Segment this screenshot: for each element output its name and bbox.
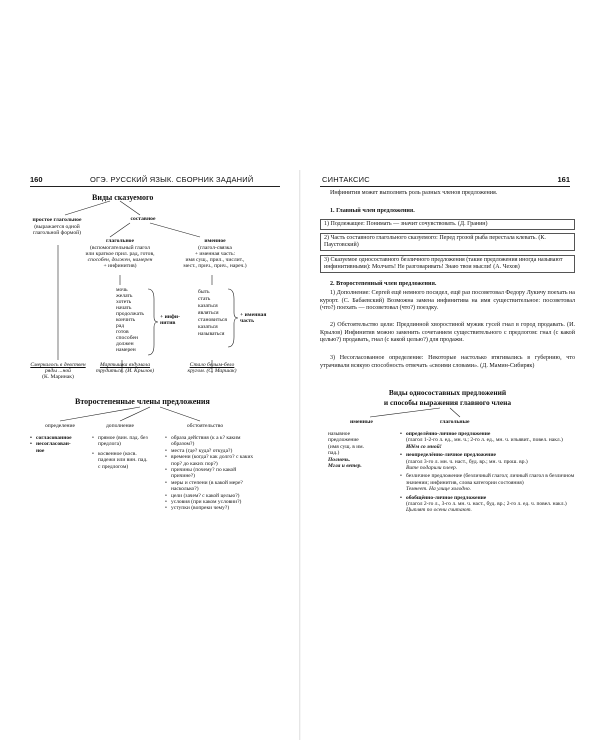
copula-word: являться	[198, 310, 219, 316]
copula-word: называться	[198, 331, 225, 337]
aux-word: готов	[116, 329, 129, 335]
nominal-note-2: + именная часть:	[194, 251, 236, 257]
aux-word: желать	[116, 293, 133, 299]
nominal-note-4: мест., прич., прич., нареч.)	[183, 263, 247, 269]
verbal-note-4: + инфинитив)	[103, 263, 137, 269]
right-page	[300, 175, 600, 735]
list-item: • определённо-личное предложение	[400, 431, 575, 437]
left-page	[0, 175, 300, 735]
section-2-heading: 2. Второстепенный член предложения.	[330, 281, 437, 287]
copula-plus-nominal: + именная часть	[240, 312, 267, 325]
col-object	[92, 435, 150, 470]
col-object-head: дополнение	[105, 423, 135, 429]
col-attribute-head: определение	[44, 423, 76, 429]
running-title: СИНТАКСИС	[322, 175, 370, 184]
one-member-title-2: и способы выражения главного члена	[383, 398, 512, 407]
aux-word: начать	[116, 305, 132, 311]
aux-word: должен	[116, 341, 134, 347]
aux-word: хотеть	[116, 299, 132, 305]
one-member-title-1: Виды односоставных предложений	[388, 388, 507, 397]
verbal-predicate: глагольное	[106, 238, 134, 244]
aux-word: мочь	[116, 287, 128, 293]
example-box-1: 1) Подлежащее: Понимать — значит сочувствовать. (Д. Гранин)	[320, 219, 575, 230]
example-simple-2: ряды ...ной	[45, 368, 71, 374]
verbal-block: • определённо-личное предложение (глагол 1-2-го л. ед., мн. ч.; 2-го л. ед., мн. ч. изъявит., повел. накл.) Идём со мной! • неопределённо-личное предложение (глагол 3-го л. мн. ч. наст., буд. вр.; мн. ч. прош. вр.) Вите подарили плеер. • безличное предложение (безличный глагол; личный глагол в безличном значении; инфинитив, слова категории состояния) Темнеет. На улице холодно. • обобщённо-личное предложение (глагол 2-го л., 3-го л. мн. ч. наст., буд. вр.; 2-го л. ед. ч. повел. накл.) Цыплят по осени считают.	[400, 431, 575, 514]
simple-note-1: (выражается одной	[34, 224, 80, 230]
col-adverbial	[165, 435, 255, 512]
aux-word: намерен	[116, 347, 136, 353]
intro-paragraph: Инфинитив может выполнять роль разных членов предложения.	[330, 190, 498, 196]
copula-word: казаться	[198, 324, 218, 330]
col-attribute	[30, 435, 90, 454]
simple-predicate: простое глагольное	[32, 217, 82, 223]
example-verbal-1: Мартышка вздумала	[99, 362, 151, 368]
copula-word: стать	[198, 296, 211, 302]
simple-note-2: глагольной формой)	[32, 230, 81, 236]
list-item: • неопределённо-личное предложение	[400, 452, 575, 458]
list-item: • безличное предложение (безличный глагол; личный глагол в безличном значении; инфинитив, слова категории состояния)	[400, 473, 575, 486]
example-simple-1: Смеркалось в девствен	[30, 362, 86, 368]
list-item: • косвенное (косв. падежи или вин. пад. с предлогом)	[92, 451, 150, 470]
list-item: • места (где? куда? откуда?)	[165, 448, 255, 454]
paragraph-attribute: 3) Несогласованное определение: Некоторые настолько втягивались в губернию, что утрачивали всякую способность отвечать «своими словами». (Д. Мамин-Сибиряк)	[320, 355, 575, 369]
aux-word: рад	[116, 323, 125, 329]
running-title: ОГЭ. РУССКИЙ ЯЗЫК. СБОРНИК ЗАДАНИЙ	[90, 175, 254, 184]
nominal-note-1: (глагол-связка	[198, 245, 232, 251]
list-item: • несогласован-ное	[30, 441, 76, 454]
list-item: • согласованное	[30, 435, 90, 441]
paragraph-object: 1) Дополнение: Сергей ещё немного посидел, ещё раз посоветовал Федору Лукичу поехать на курорт. (С. Бабаевский) Возможна замена инфинитива на имя существительное: посоветовал (что?) поехать — посоветовал (что?) поездку.	[320, 290, 575, 312]
paragraph-adverbial: 2) Обстоятельство цели: Предлинной хворостиной мужик гусей гнал в город продавать. (И. Крылов) Инфинитив можно заменить сочетанием существительного с предлогом: гнал (с какой целью?) продавать, гнал (с какой целью?) для продажи.	[320, 322, 575, 344]
section-1-heading: 1. Главный член предложения.	[330, 208, 415, 214]
example-nominal-1: Стало белым-бело	[189, 362, 235, 368]
page-number: 161	[557, 175, 570, 184]
list-item: • уступки (вопреки чему?)	[165, 505, 255, 511]
example-simple-3: (К. Маринак)	[42, 374, 74, 380]
col-adverbial-head: обстоятельство	[186, 423, 224, 429]
nominal-note-3: имя сущ., прил., числит.,	[185, 257, 245, 263]
list-item: • условия (при каком условии?)	[165, 499, 255, 505]
example-box-3: 3) Сказуемое односоставного безличного предложения (такие предложения иногда называют инфинитивными): Молчать! Не разговаривать! Знаю твои мысли! (А. Чехов)	[320, 255, 575, 273]
list-item: • меры и степени (в какой мере? насколько?)	[165, 480, 255, 493]
verbal-note-3: способен, должен, намерен	[87, 257, 153, 263]
copula-word: казаться	[198, 303, 218, 309]
example-verbal-2: трудиться. (И. Крылов)	[96, 368, 154, 374]
aux-word: кончить	[116, 317, 136, 323]
example-box-2: 2) Часть составного глагольного сказуемого: Перед грозой рыба перестала клевать. (К. Паустовский)	[320, 233, 575, 251]
copula-word: быть	[198, 289, 210, 295]
compound-predicate: составное	[130, 216, 156, 222]
list-item: • времени (когда? как долго? с каких пор? до каких пор?)	[165, 454, 255, 467]
list-item: • образа действия (к а к? каким образом?)	[165, 435, 255, 448]
nominal-predicate: именное	[204, 238, 226, 244]
example-nominal-2: кругом. (С. Маршак)	[187, 368, 237, 374]
aux-plus-infinitive: + инфи-нитив	[160, 314, 180, 327]
list-item: • прямое (вин. пад. без предлога)	[92, 435, 150, 448]
list-item: • цели (зачем? с какой целью?)	[165, 493, 255, 499]
list-item: • причины (почему? по какой причине?)	[165, 467, 255, 480]
list-item: • обобщённо-личное предложение	[400, 495, 575, 501]
verbal-note-1: (вспомогательный глагол	[90, 245, 150, 251]
copula-word: становиться	[198, 317, 227, 323]
nominative-block: назывное предложение (имя сущ. в им. пад.) Полночь. Мгла и ветер.	[328, 431, 365, 470]
verbal-note-2: или краткое прил. рад, готов,	[85, 251, 155, 257]
nominal-head: именные	[350, 419, 373, 425]
verbal-head: глагольные	[440, 419, 470, 425]
predicate-title: Виды сказуемого	[92, 193, 154, 202]
aux-word: продолжать	[116, 311, 144, 317]
page-number: 160	[30, 175, 43, 184]
aux-word: способен	[116, 335, 138, 341]
secondary-title: Второстепенные члены предложения	[75, 397, 210, 406]
